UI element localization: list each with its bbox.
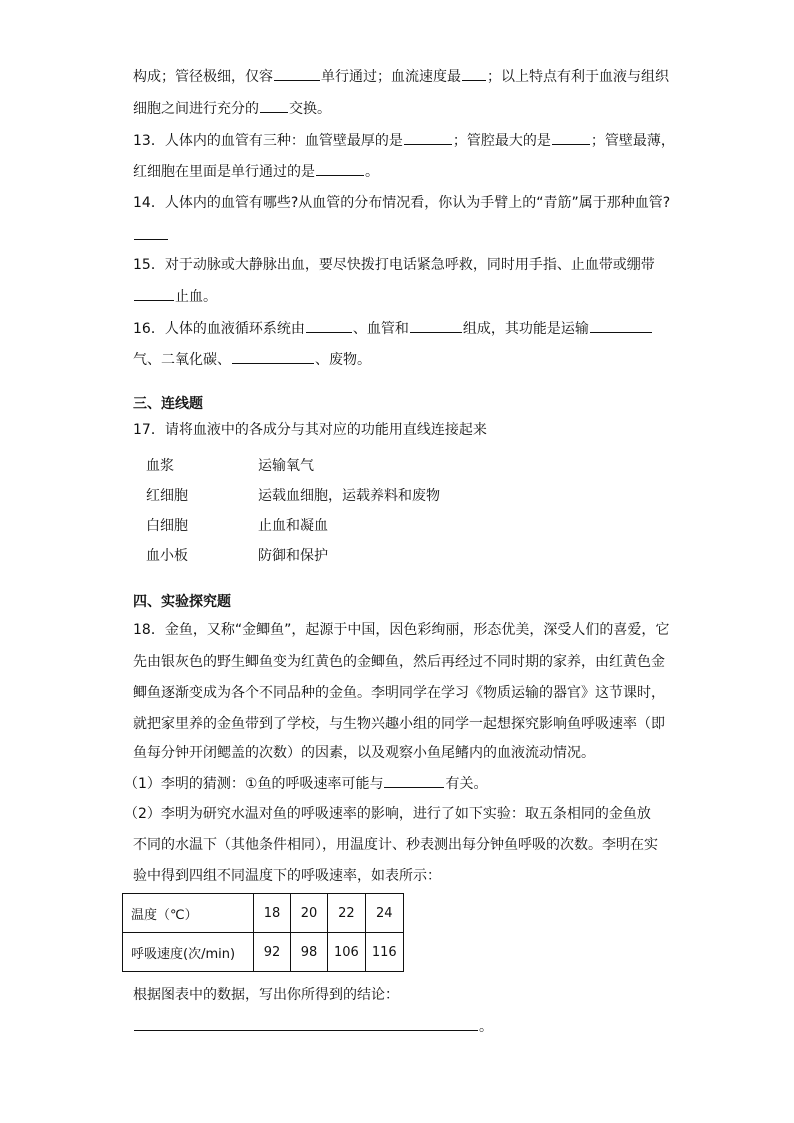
- table-cell: 18: [254, 894, 291, 933]
- match-right-item[interactable]: 止血和凝血: [258, 518, 328, 534]
- match-right-item[interactable]: 防御和保护: [258, 548, 328, 564]
- q12-line-2: [133, 98, 331, 119]
- q16-line-2: [133, 349, 371, 370]
- q15-text-a: 15．对于动脉或大静脉出血，要尽快拨打电话紧急呼救，同时用手指、止血带或绷带: [133, 257, 655, 273]
- q12-text-e: 交换。: [289, 101, 331, 117]
- conclusion-end: 。: [479, 1019, 493, 1035]
- table-row-label: 呼吸速度(次/min): [123, 933, 254, 972]
- q12-blank-3[interactable]: [260, 98, 288, 113]
- match-left-item[interactable]: 红细胞: [146, 488, 188, 504]
- q13-text-a: 13．人体内的血管有三种：血管壁最厚的是: [133, 133, 403, 149]
- q18-sub-2-line: 验中得到四组不同温度下的呼吸速率，如表所示：: [133, 868, 441, 884]
- q18-line: 鲫鱼逐渐变成为各个不同品种的金鱼。李明同学在学习《物质运输的器官》这节课时，: [133, 685, 665, 701]
- match-right-item[interactable]: 运载血细胞，运载养料和废物: [258, 488, 440, 504]
- match-left-item[interactable]: 白细胞: [146, 518, 188, 534]
- q16-blank-4[interactable]: [232, 349, 314, 364]
- table-row-label: 温度（℃）: [123, 894, 254, 933]
- q14-text: 14．人体内的血管有哪些?从血管的分布情况看，你认为手臂上的“青筋”属于那种血管?: [133, 195, 671, 211]
- q14-line-2: [133, 225, 169, 246]
- q12-text-c: ；以上特点有利于血液与组织: [487, 69, 669, 85]
- q18-sub-1-text-b: 有关。: [445, 776, 488, 792]
- table-row: [123, 894, 404, 933]
- q13-blank-3[interactable]: [316, 161, 364, 176]
- q18-line: 先由银灰色的野生鲫鱼变为红黄色的金鲫鱼，然后再经过不同时期的家养，由红黄色金: [133, 654, 665, 670]
- q12-text-d: 细胞之间进行充分的: [133, 101, 259, 117]
- q16-blank-2[interactable]: [410, 318, 462, 333]
- q16-text-a: 16．人体的血液循环系统由: [133, 321, 305, 337]
- q16-line-1: [133, 318, 653, 339]
- q14-blank[interactable]: [134, 225, 168, 240]
- section-3-heading: 三、连线题: [133, 396, 203, 412]
- q18-line: 18．金鱼，又称“金鲫鱼”，起源于中国，因色彩绚丽，形态优美，深受人们的喜爱，它: [133, 622, 670, 638]
- table-cell: 92: [254, 933, 291, 972]
- q17-text: 17．请将血液中的各成分与其对应的功能用直线连接起来: [133, 422, 487, 438]
- table-cell: 24: [365, 894, 403, 933]
- q15-text-b: 止血。: [175, 289, 217, 305]
- q13-blank-2[interactable]: [552, 130, 590, 145]
- q13-text-b: ；管腔最大的是: [452, 133, 551, 149]
- q13-text-c: ；管壁最薄，: [590, 133, 675, 149]
- q15-line-2: [133, 286, 217, 307]
- q18-sub-1: [124, 773, 487, 794]
- q18-sub-1-text-a: （1）李明的猜测：①鱼的呼吸速率可能与: [124, 776, 384, 792]
- table-cell: 20: [291, 894, 328, 933]
- q16-text-e: 、废物。: [315, 352, 371, 368]
- q18-sub-2-line: 不同的水温下（其他条件相同），用温度计、秒表测出每分钟鱼呼吸的次数。李明在实: [133, 837, 658, 853]
- match-left-item[interactable]: 血浆: [146, 458, 174, 474]
- section-4-heading: 四、实验探究题: [133, 594, 231, 610]
- respiration-table: [122, 893, 404, 972]
- q12-text-a: 构成；管径极细，仅容: [133, 69, 273, 85]
- q16-text-d: 气、二氧化碳、: [133, 352, 231, 368]
- q12-line-1: [133, 66, 669, 87]
- q16-blank-1[interactable]: [306, 318, 352, 333]
- match-right-item[interactable]: 运输氧气: [258, 458, 314, 474]
- match-left-item[interactable]: 血小板: [146, 548, 188, 564]
- conclusion-prompt: 根据图表中的数据，写出你所得到的结论：: [133, 987, 399, 1003]
- table-cell: 22: [328, 894, 366, 933]
- q18-sub-2-line: （2）李明为研究水温对鱼的呼吸速率的影响，进行了如下实验：取五条相同的金鱼放: [124, 806, 651, 822]
- q15-line-1: [133, 255, 655, 275]
- q16-text-c: 组成，其功能是运输: [462, 321, 589, 337]
- table-cell: 98: [291, 933, 328, 972]
- table-row: [123, 933, 404, 972]
- q18-sub-1-blank[interactable]: [384, 773, 444, 788]
- q13-blank-1[interactable]: [404, 130, 452, 145]
- conclusion-line: [133, 1016, 493, 1037]
- q15-blank[interactable]: [134, 286, 174, 301]
- q18-line: 鱼每分钟开闭鳃盖的次数）的因素，以及观察小鱼尾鳍内的血液流动情况。: [133, 745, 595, 761]
- q12-blank-2[interactable]: [462, 66, 486, 81]
- table-cell: 106: [328, 933, 366, 972]
- q13-line-1: [133, 130, 675, 151]
- q18-line: 就把家里养的金鱼带到了学校，与生物兴趣小组的同学一起想探究影响鱼呼吸速率（即: [133, 716, 665, 732]
- q13-text-e: 。: [365, 164, 379, 180]
- q16-blank-3[interactable]: [590, 318, 652, 333]
- q16-text-b: 、血管和: [352, 321, 409, 337]
- q13-text-d: 红细胞在里面是单行通过的是: [133, 164, 315, 180]
- q12-blank-1[interactable]: [274, 66, 320, 81]
- q13-line-2: [133, 161, 379, 182]
- q12-text-b: 单行通过；血流速度最: [321, 69, 461, 85]
- q14-line-1: [133, 193, 670, 213]
- table-cell: 116: [365, 933, 403, 972]
- conclusion-blank[interactable]: [134, 1016, 478, 1031]
